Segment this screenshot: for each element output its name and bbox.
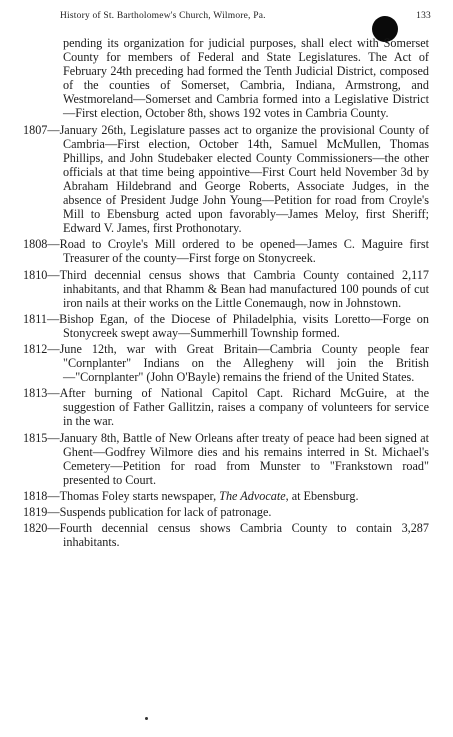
entry-text: —Fourth decennial census shows Cambria County to contain 3,287 inhabitants. bbox=[47, 521, 429, 550]
newspaper-title: The Advocate bbox=[219, 488, 286, 503]
entry-year: 1815 bbox=[23, 430, 48, 445]
chronology-entry-1815 bbox=[0, 431, 453, 487]
entry-year: 1813 bbox=[23, 386, 48, 401]
entry-text: —January 26th, Legislature passes act to organize the provisional County of Cambria—First election, October 14th, Samuel McMullen, Thomas Phillips, and John Studebaker elected County Commissioners—the other officials at that time being appointive—First Court held November 3d by Abraham Hildebrand and George Roberts, Associate Judges, in the absence of President Judge John Young—Petition for road from Croyle's Mill to Ebensburg acted upon favorably—James Meloy, first Sheriff; Edward V. James, first Prothonotary. bbox=[47, 122, 429, 236]
entry-text: —Suspends publication for lack of patronage. bbox=[47, 505, 272, 519]
entry-text: —June 12th, war with Great Britain—Cambria County people fear "Cornplanter" Indians on the Allegheny will join the British—"Cornplanter" (John O'Bayle) remains the friend of the United States. bbox=[47, 341, 429, 385]
chronology-entry-1820 bbox=[0, 521, 453, 549]
stray-dot bbox=[145, 717, 148, 720]
entry-text: —After burning of National Capitol Capt. Richard McGuire, at the suggestion of Father Gallitzin, raises a company of volunteers for service in the war. bbox=[47, 386, 429, 429]
chronology-entry-1811 bbox=[0, 312, 453, 340]
chronology-entry-1818 bbox=[0, 489, 453, 503]
entry-year: 1807 bbox=[23, 122, 48, 137]
chronology-entry-1808 bbox=[0, 237, 453, 265]
entry-text-end: , at Ebensburg. bbox=[285, 488, 359, 503]
chronology-entry-1807 bbox=[0, 123, 453, 236]
entry-year: 1808 bbox=[23, 237, 48, 252]
entry-year: 1810 bbox=[23, 267, 48, 282]
entry-year: 1811 bbox=[23, 311, 47, 326]
page-number: 133 bbox=[416, 11, 431, 21]
entry-text: —Bishop Egan, of the Diocese of Philadelphia, visits Loretto—Forge on Stonycreek swept away—Summerhill Township formed. bbox=[46, 311, 429, 340]
continuation-paragraph: pending its organization for judicial purposes, shall elect with Somerset County for members of Federal and State Legislatures. The Act of February 24th preceding had formed the Tenth Judicial District, composed of the counties of Somerset, Cambria, Indiana, Armstrong, and Westmoreland—Somerset and Cambria formed into a Legislative District—First election, October 8th, shows 192 votes in Cambria County. bbox=[63, 36, 429, 121]
page-body bbox=[0, 36, 453, 551]
chronology-entry-1819 bbox=[0, 505, 453, 519]
entry-year: 1819 bbox=[23, 505, 48, 519]
chronology-entry-1810 bbox=[0, 268, 453, 310]
entry-year: 1820 bbox=[23, 521, 48, 536]
chronology-entry-1813 bbox=[0, 386, 453, 428]
entry-text: —Third decennial census shows that Cambria County contained 2,117 inhabitants, and that Rhamm & Bean had manufactured 100 pounds of cut iron nails at their works on the Little Conemaugh, now in Johnstown. bbox=[47, 267, 429, 310]
entry-year: 1812 bbox=[23, 341, 48, 356]
running-title: History of St. Bartholomew's Church, Wilmore, Pa. bbox=[60, 11, 266, 21]
entry-text: —January 8th, Battle of New Orleans after treaty of peace had been signed at Ghent—Godfrey Wilmore dies and his remains interred in St. Michael's Cemetery—Petition for road from Munster to "Frankstown road" presented to Court. bbox=[47, 430, 429, 487]
entry-text: —Thomas Foley starts newspaper, bbox=[47, 488, 220, 503]
chronology-entry-1812 bbox=[0, 342, 453, 384]
entry-text: —Road to Croyle's Mill ordered to be opened—James C. Maguire first Treasurer of the county—First forge on Stonycreek. bbox=[47, 237, 429, 266]
entry-year: 1818 bbox=[23, 488, 48, 503]
